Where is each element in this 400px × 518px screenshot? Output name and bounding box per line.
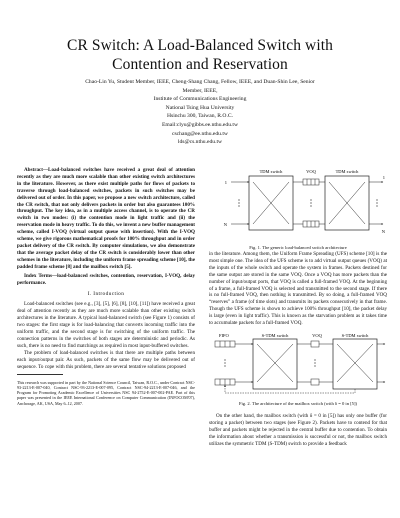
abstract: Abstract—Load-balanced switches have received a great deal of attention recently as they are much more scalable than other existing switch architectures in the literature. However, as there exist multiple paths for flows of packets to traverse through load-balanced switches, packets in such switches may be delivered out of order. In this paper, we propose a new switch architecture, called the CR switch, that not only delivers packets in order but also guarantees 100% throughput. The key idea, as in a multiple access channel, is to operate the CR switch in two modes: (i) the contention mode in light traffic and (ii) the reservation mode in heavy traffic. To do this, we invent a new buffer management scheme, called I-VOQ (virtual output queue with insertion). With the I-VOQ scheme, we give rigorous mathematical proofs for 100% throughput and in order packet delivery of the CR switch. By computer simulations, we also demonstrate that the average packet delay of the CR switch is considerably lower than other schemes in the literature, including the uniform frame spreading scheme [10], the padded frame scheme [8] and the mailbox switch [5].	[17, 167, 195, 270]
fig1-ellipsis	[238, 199, 377, 206]
footnote: This research was supported in part by the National Science Council, Taiwan, R.O.C., under Contract NSC-93-2213-E-007-040, Contract NSC-93-2213-E-007-095, Contract NSC-94-2213-E-007-046, and the Program for Promoting Academic Excellence of Universities NSC 94-2752-E-007-002-PAE. Part of this paper was presented in the IEEE International Conference on Computer Communication (INFOCOM'07), Anchorage, AK, USA, May 6–12, 2007.	[17, 379, 195, 406]
affiliation-line: Institute of Communications Engineering	[153, 96, 247, 103]
body-paragraph-1: in the literature. Among them, the Uniform Frame Spreading (UFS) scheme [10] is the most simple one. The idea of the UFS scheme is to add virtual output queues (VOQ) at the inputs of the whole switch and operate the system in frames. Packets destined for the same output are stored in the same VOQ. Once a VOQ has more packets than the number of input/output ports, that VOQ is called a full-framed VOQ. At the beginning of a frame, a full-framed VOQ is selected and transmitted to the second stage. If there is no full-framed VOQ, then nothing is transmitted. By so doing, a full-framed VOQ “reserves” a frame (of time slots) and transmits its packets consecutively in that frame. Though the UFS scheme is shown to achieve 100% throughput [10], the packet delay is large (even in light traffic). This is known as the starvation problem as it takes time to accumulate packets for a full-framed VOQ.	[209, 251, 387, 327]
fig1-input-1: 1	[224, 180, 227, 185]
fig2-voq-label: VOQ	[312, 332, 322, 338]
fig1-output-n: N	[381, 229, 385, 234]
section-heading: I. Introduction	[87, 291, 125, 298]
fig2-stdm-label-2: S-TDM switch	[341, 332, 369, 338]
fig2-connections	[225, 344, 385, 393]
fig1-tdm-label-1: TDM switch	[259, 169, 283, 174]
title-line-1: CR Switch: A Load-Balanced Switch with	[67, 37, 333, 54]
email-line: lds@cs.nthu.edu.tw	[177, 139, 223, 146]
left-column	[17, 167, 195, 410]
right-column	[209, 167, 387, 448]
fig2-fifo-label: FIFO	[219, 332, 229, 338]
affiliation-line: Hsinchu 300, Taiwan, R.O.C.	[166, 113, 233, 120]
fig2-ellipsis	[224, 359, 315, 366]
fig1-connections	[231, 182, 383, 224]
affiliation-line: National Tsing Hua University	[165, 104, 235, 111]
fig1-input-n: N	[223, 222, 227, 227]
footnote-rule	[17, 374, 63, 375]
author-block	[36, 78, 364, 147]
figure-2	[209, 332, 387, 407]
fig1-voq-label: VOQ	[306, 169, 316, 174]
fig1-output-1: 1	[382, 175, 385, 180]
fig2-stdm-label-1: S-TDM switch	[261, 332, 289, 338]
email-line: cschang@ee.nthu.edu.tw	[172, 130, 228, 137]
figure-1-diagram	[209, 167, 387, 239]
email-line: Email:clyu@gibbs.ee.nthu.edu.tw	[162, 121, 238, 128]
author-line: Chao-Lin Yu, Student Member, IEEE, Cheng-Shang Chang, Fellow, IEEE, and Duan-Shin Lee, Senior	[85, 79, 315, 85]
fig1-tdm-label-2: TDM switch	[335, 169, 359, 174]
figure-2-diagram	[209, 332, 387, 396]
figure-1-caption: Fig. 1. The generic load-balanced switch architecture	[249, 245, 347, 250]
intro-paragraph-1: Load-balanced switches (see e.g., [3], [5], [6], [8], [10], [11]) have received a great deal of attention recently as they are much more scalable than other existing switch architectures in the literature. A typical load-balanced switch (see Figure 1) consists of two stages: the first stage is for load-balancing that converts incoming traffic into the uniform traffic, and the second stage is for switching of the uniform traffic. The connection patterns in the switches of both stages are deterministic and periodic. As such, there is no need to find matchings as required in most input-buffered switches.	[17, 301, 195, 349]
body-paragraph-2: On the other hand, the mailbox switch (with δ = 0 in [5]) has only one buffer (for storing a packet) between two stages (see Figure 2). Packets have to contend for that buffer and packets might be rejected in the central buffer due to contention. To obtain the information about whether a transmission is successful or not, the mailbox switch utilizes the symmetric TDM (S-TDM) switch to provide a feedback	[209, 412, 387, 447]
figure-2-caption: Fig. 2. The architecture of the mailbox switch (with δ = 0 in [5])	[238, 400, 358, 406]
intro-paragraph-2: The problem of load-balanced switches is that there are multiple paths between each input/output pair. As such, packets of the same flow may be delivered out of sequence. To cope with this problem, there are several tentative solutions proposed	[17, 349, 195, 370]
figure-1	[209, 167, 387, 250]
title-line-2: Contention and Reservation	[112, 56, 288, 73]
paper-title	[20, 36, 380, 74]
index-terms: Index Terms—load-balanced switches, contention, reservation, I-VOQ, delay performance.	[17, 272, 195, 286]
author-line: Member, IEEE,	[182, 87, 218, 94]
